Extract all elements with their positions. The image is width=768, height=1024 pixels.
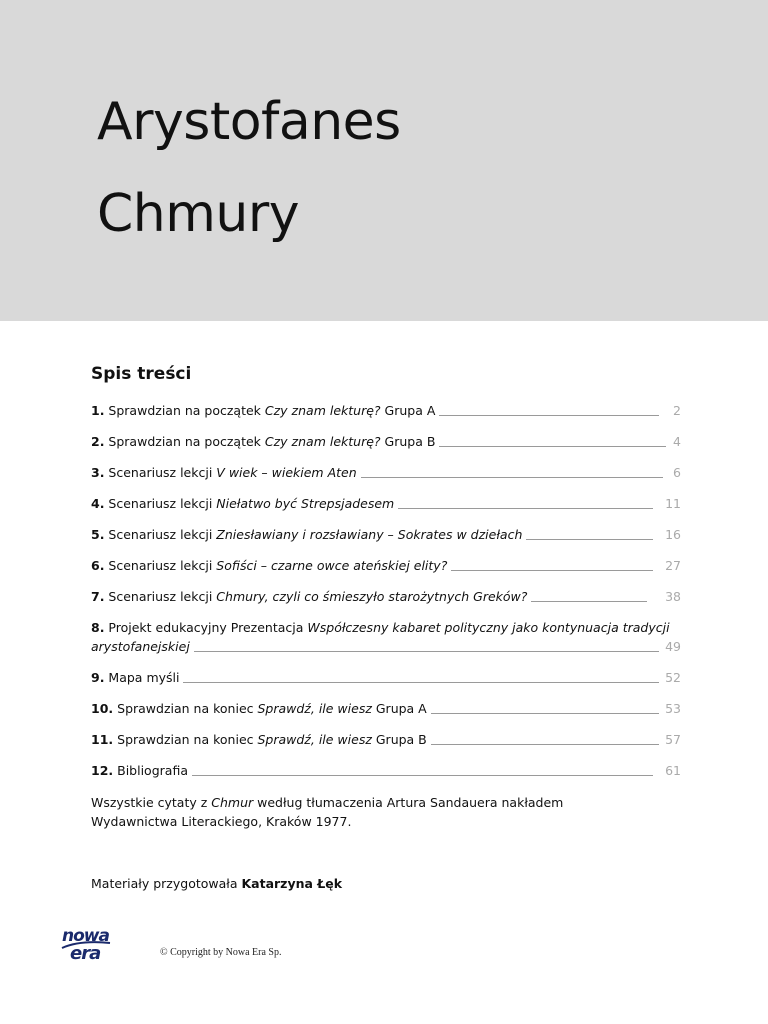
toc-entry-text bbox=[91, 402, 435, 420]
toc-title: Sprawdź, ile wiesz bbox=[257, 701, 372, 716]
toc-item bbox=[91, 402, 681, 420]
toc-leader-line bbox=[439, 415, 659, 416]
toc-prefix: Scenariusz lekcji bbox=[104, 465, 217, 480]
toc-leader-line bbox=[398, 508, 653, 509]
toc-item bbox=[91, 433, 681, 451]
toc-prefix: Scenariusz lekcji bbox=[104, 527, 217, 542]
toc-prefix: Scenariusz lekcji bbox=[104, 589, 217, 604]
toc-number: 5. bbox=[91, 527, 105, 542]
toc-leader-line bbox=[194, 651, 659, 652]
toc-leader-line bbox=[531, 601, 647, 602]
toc-title: Czy znam lekturę? bbox=[264, 403, 381, 418]
toc-entry-text bbox=[91, 495, 394, 513]
toc-prefix: Sprawdzian na początek bbox=[104, 434, 265, 449]
citation-note bbox=[91, 793, 631, 831]
title-band bbox=[0, 0, 768, 321]
prepared-name: Katarzyna Łęk bbox=[241, 876, 343, 891]
toc-number: 6. bbox=[91, 558, 105, 573]
toc-page-number: 4 bbox=[673, 434, 681, 449]
toc-leader-line bbox=[431, 713, 659, 714]
toc-item bbox=[91, 700, 681, 718]
toc-number: 9. bbox=[91, 670, 105, 685]
toc-number: 10. bbox=[91, 701, 114, 716]
toc-title: Współczesny kabaret polityczny jako kontynuacja tradycji bbox=[307, 620, 670, 635]
toc-number: 4. bbox=[91, 496, 105, 511]
toc-leader-line bbox=[361, 477, 663, 478]
toc-page-number: 16 bbox=[665, 527, 681, 542]
logo-line1: nowa bbox=[62, 926, 109, 946]
toc-title: Sofiści – czarne owce ateńskiej elity? bbox=[216, 558, 448, 573]
toc-page-number: 6 bbox=[673, 465, 681, 480]
toc-entry-text bbox=[91, 619, 670, 637]
toc-page-number: 27 bbox=[665, 558, 681, 573]
toc-title-continued: arystofanejskiej bbox=[91, 639, 190, 654]
toc-entry-text bbox=[91, 433, 435, 451]
toc-number: 8. bbox=[91, 620, 105, 635]
toc-heading: Spis treści bbox=[91, 364, 192, 384]
toc-prefix: Scenariusz lekcji bbox=[104, 496, 217, 511]
toc-item bbox=[91, 557, 681, 575]
toc-number: 2. bbox=[91, 434, 105, 449]
toc-leader-line bbox=[431, 744, 659, 745]
author-title: Arystofanes bbox=[97, 92, 401, 152]
toc-number: 7. bbox=[91, 589, 105, 604]
nowa-era-logo bbox=[60, 926, 120, 970]
toc-page-number: 49 bbox=[665, 639, 681, 654]
toc-prefix: Scenariusz lekcji bbox=[104, 558, 217, 573]
toc-prefix: Projekt edukacyjny Prezentacja bbox=[104, 620, 308, 635]
toc-entry-text bbox=[91, 526, 522, 544]
prepared-label: Materiały przygotowała bbox=[91, 876, 242, 891]
toc-item bbox=[91, 526, 681, 544]
toc-entry-text bbox=[91, 731, 427, 749]
toc-title: Zniesławiany i rozsławiany – Sokrates w dziełach bbox=[216, 527, 523, 542]
toc-number: 11. bbox=[91, 732, 114, 747]
toc-page-number: 61 bbox=[665, 763, 681, 778]
toc-prefix: Sprawdzian na początek bbox=[104, 403, 265, 418]
toc-item bbox=[91, 762, 681, 780]
toc-title: Czy znam lekturę? bbox=[264, 434, 381, 449]
copyright-notice: © Copyright by Nowa Era Sp. bbox=[160, 947, 282, 958]
toc-page-number: 57 bbox=[665, 732, 681, 747]
toc-item bbox=[91, 495, 681, 513]
toc-suffix: Grupa A bbox=[371, 701, 427, 716]
logo-line2: era bbox=[70, 943, 101, 964]
note-after: według tłumaczenia Artura Sandauera nakładem Wydawnictwa Literackiego, Kraków 1977. bbox=[91, 795, 564, 829]
toc-prefix: Sprawdzian na koniec bbox=[113, 732, 258, 747]
toc-entry-text bbox=[91, 588, 527, 606]
toc-prefix: Bibliografia bbox=[113, 763, 188, 778]
toc-suffix: Grupa B bbox=[371, 732, 427, 747]
toc-page-number: 11 bbox=[665, 496, 681, 511]
toc-item bbox=[91, 588, 681, 606]
toc-entry-text bbox=[91, 762, 188, 780]
toc-entry-text bbox=[91, 464, 357, 482]
toc-entry-text bbox=[91, 700, 427, 718]
note-before: Wszystkie cytaty z bbox=[91, 795, 212, 810]
toc-item bbox=[91, 669, 681, 687]
prepared-by bbox=[91, 876, 342, 891]
toc-leader-line bbox=[451, 570, 653, 571]
toc-number: 3. bbox=[91, 465, 105, 480]
toc-prefix: Sprawdzian na koniec bbox=[113, 701, 258, 716]
toc-item bbox=[91, 731, 681, 749]
toc-prefix: Mapa myśli bbox=[104, 670, 180, 685]
work-title: Chmury bbox=[97, 184, 300, 244]
toc-title: V wiek – wiekiem Aten bbox=[216, 465, 357, 480]
note-italic: Chmur bbox=[211, 795, 254, 810]
toc-page-number: 52 bbox=[665, 670, 681, 685]
toc-leader-line bbox=[439, 446, 666, 447]
toc-number: 12. bbox=[91, 763, 114, 778]
toc-suffix: Grupa B bbox=[380, 434, 436, 449]
toc-suffix: Grupa A bbox=[380, 403, 436, 418]
toc-leader-line bbox=[192, 775, 653, 776]
toc-title: Niełatwo być Strepsjadesem bbox=[216, 496, 395, 511]
toc-leader-line bbox=[183, 682, 659, 683]
toc-entry-text bbox=[91, 669, 179, 687]
toc-title: Chmury, czyli co śmieszyło starożytnych Greków? bbox=[216, 589, 528, 604]
toc-title: Sprawdź, ile wiesz bbox=[257, 732, 372, 747]
toc-page-number: 38 bbox=[665, 589, 681, 604]
toc-leader-line bbox=[526, 539, 653, 540]
toc-item bbox=[91, 464, 681, 482]
toc-page-number: 2 bbox=[673, 403, 681, 418]
toc-page-number: 53 bbox=[665, 701, 681, 716]
toc-entry-text bbox=[91, 557, 447, 575]
toc-number: 1. bbox=[91, 403, 105, 418]
toc-item bbox=[91, 619, 681, 654]
